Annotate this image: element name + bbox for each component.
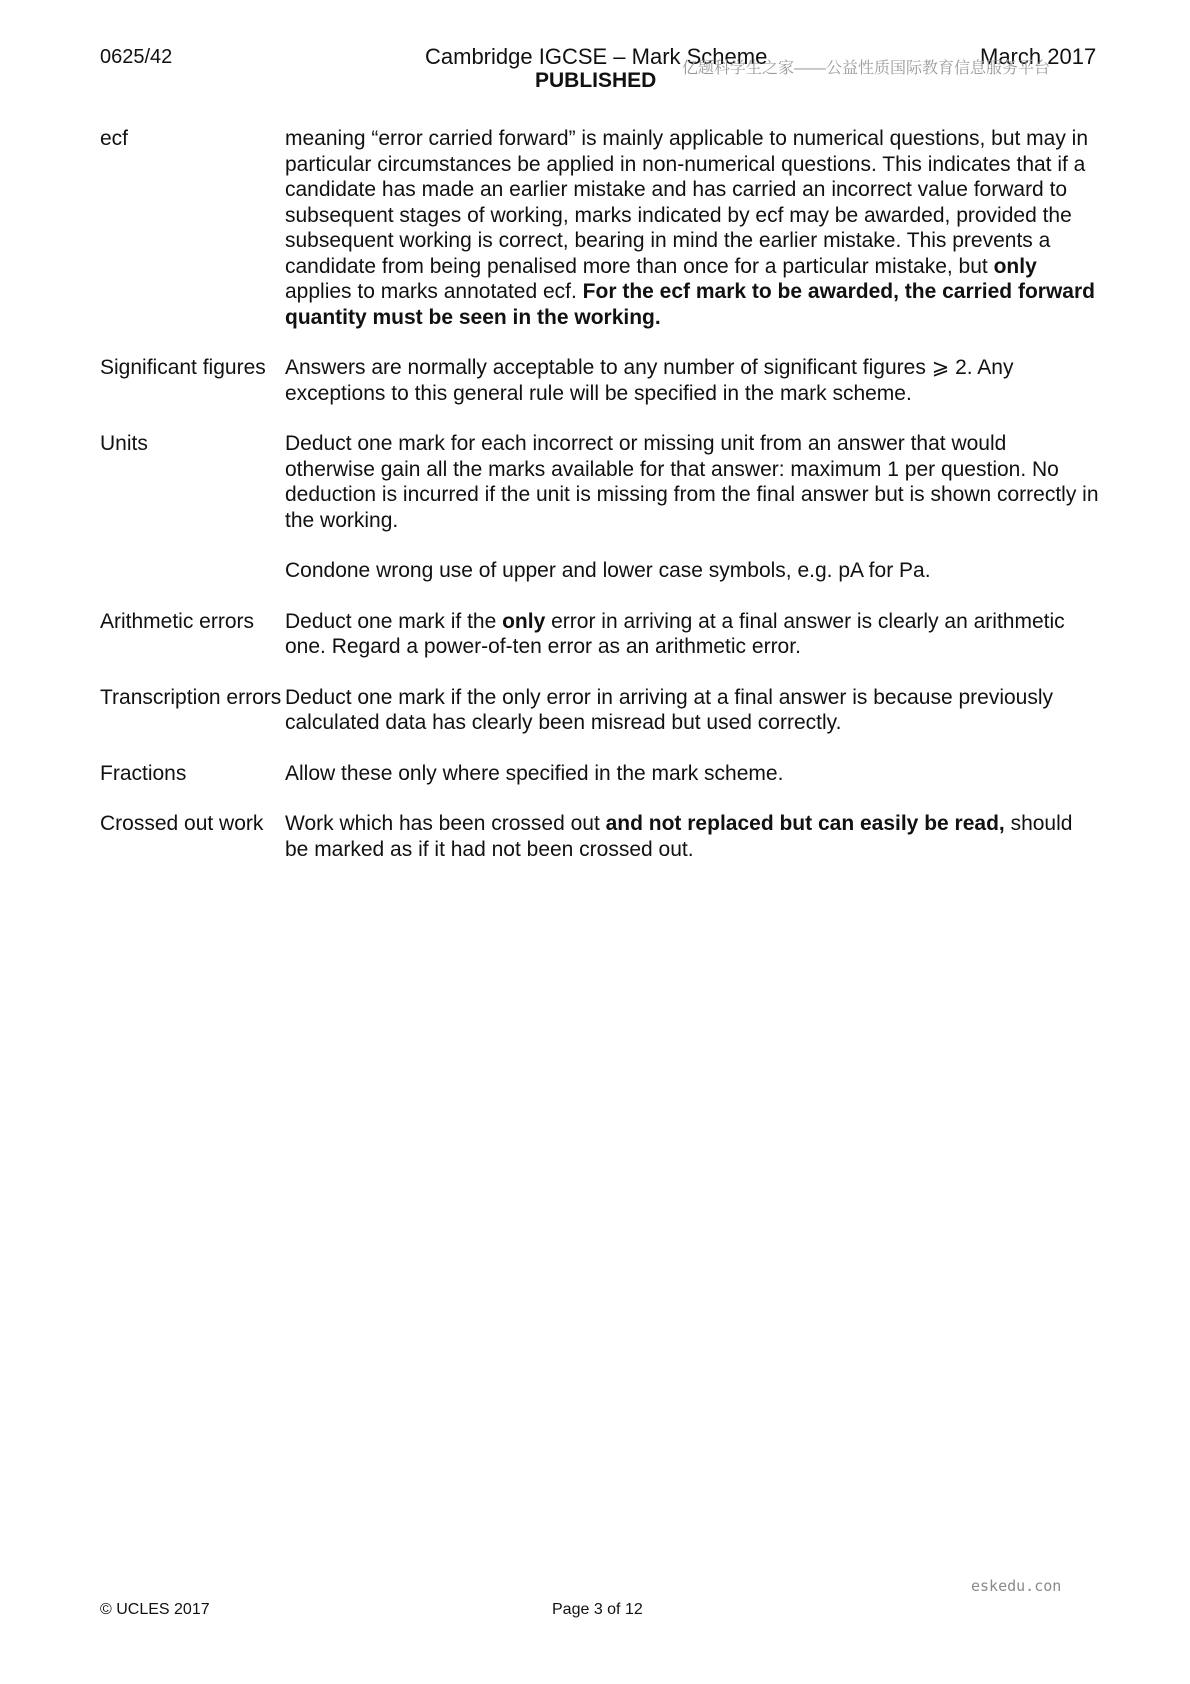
definition-paragraph [285,558,1100,584]
definition-row [100,355,1100,406]
definition-paragraph [285,685,1100,736]
bold-text: only [993,254,1037,278]
bold-text: For the ecf mark to be awarded, the carried forward quantity must be seen in the working. [285,280,1095,329]
definition-term: ecf [100,127,129,150]
published-label: PUBLISHED [535,69,657,92]
definition-term: Fractions [100,761,187,785]
text-run: error in arriving at a final answer is clearly an arithmetic one. Regard a power-of-ten error as an arithmetic error. [285,609,1065,658]
definition-text [285,685,1100,736]
text-run: Work which has been crossed out [285,812,606,835]
definition-paragraph [285,609,1100,660]
definition-term: Significant figures [100,356,266,379]
definition-text [285,811,1100,862]
definition-term: Units [100,432,148,455]
definition-paragraph [285,431,1100,533]
bold-text: and not replaced but can easily be read, [605,812,1005,835]
definition-row [100,431,1100,584]
definition-row [100,126,1100,330]
text-run: Deduct one mark if the only error in arriving at a final answer is because previously calculated data has clearly been misread but used correctly. [285,685,1054,734]
text-run: Answers are normally acceptable to any number of significant figures ⩾ 2. Any exceptions to this general rule will be specified in the mark scheme. [285,356,1014,405]
definition-row [100,761,1100,787]
definition-row [100,685,1100,736]
text-run: Allow these only where specified in the mark scheme. [285,761,784,785]
text-run: Deduct one mark for each incorrect or missing unit from an answer that would otherwise gain all the marks available for that answer: maximum 1 per question. No deduction is incurred if the unit is missing from the final answer but is shown correctly in the working. [285,432,1099,532]
watermark-top: 亿题科学生之家——公益性质国际教育信息服务平台 [682,60,1051,77]
definition-paragraph [285,811,1100,862]
definition-row [100,609,1100,660]
watermark-bottom: eskedu.con [971,1577,1062,1595]
page-number: Page 3 of 12 [552,1601,643,1618]
definition-text [285,431,1100,584]
copyright: © UCLES 2017 [100,1601,210,1618]
definition-term: Crossed out work [100,812,264,835]
paper-code: 0625/42 [100,46,173,68]
definition-text [285,126,1100,330]
definition-text [285,609,1100,660]
definition-row [100,811,1100,862]
bold-text: only [502,609,546,633]
definition-text [285,355,1100,406]
document-title: Cambridge IGCSE – Mark Scheme [425,44,768,69]
definition-text [285,761,1100,787]
text-run: should be marked as if it had not been crossed out. [285,812,1073,861]
definition-term: Arithmetic errors [100,609,255,633]
definition-paragraph [285,126,1100,330]
text-run: Deduct one mark if the [285,609,503,633]
text-run: meaning “error carried forward” is mainly applicable to numerical questions, but may in particular circumstances be applied in non-numerical questions. This indicates that if a candidate has made an earlier mistake and has carried an incorrect value forward to subsequent stages of working, marks indicated by ecf may be awarded, provided the subsequent working is correct, bearing in mind the earlier mistake. This prevents a candidate from being penalised more than once for a particular mistake, but [285,127,1089,278]
text-run: applies to marks annotated ecf. [285,280,583,303]
definition-paragraph [285,355,1100,406]
definition-paragraph [285,761,1100,787]
definitions-list [100,126,1100,862]
definition-term: Transcription errors [100,685,282,709]
text-run: Condone wrong use of upper and lower case symbols, e.g. pA for Pa. [285,559,931,582]
document-date: March 2017 [980,44,1097,69]
